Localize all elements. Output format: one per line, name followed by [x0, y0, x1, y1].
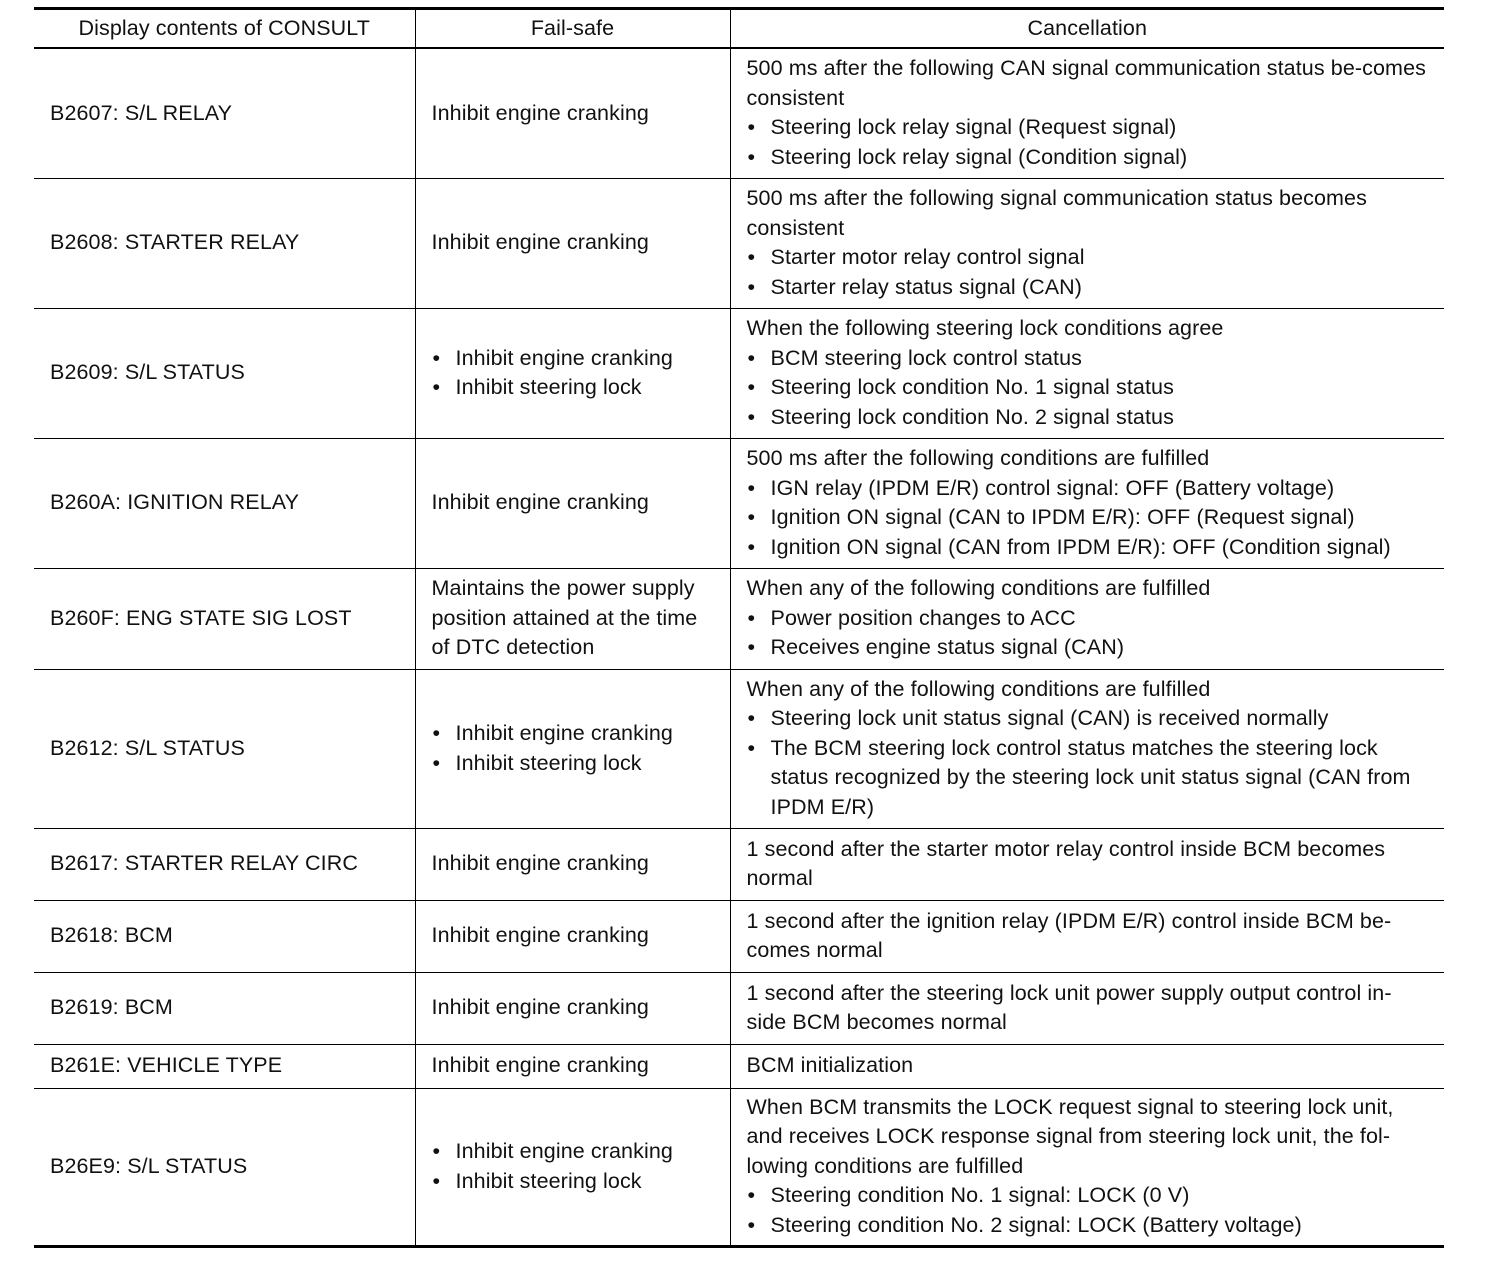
- table-row: [34, 568, 1444, 669]
- dtc-cell: B2619: BCM: [50, 995, 173, 1020]
- fail-safe-text: Maintains the power supply position attained at the time of DTC detection: [431, 576, 698, 660]
- cancellation-cell: [730, 568, 1444, 669]
- cancellation-cell: [730, 972, 1444, 1044]
- dtc-cell: B260F: ENG STATE SIG LOST: [50, 605, 352, 630]
- cancellation-cell: [730, 1088, 1444, 1246]
- header-row: [34, 9, 1444, 49]
- cancellation-list: [747, 113, 1430, 172]
- cancellation-item: • BCM steering lock control status: [747, 344, 1430, 374]
- cancellation-lead: When any of the following conditions are fulfilled: [746, 576, 1211, 601]
- cancellation-item: • Ignition ON signal (CAN from IPDM E/R): OFF (Condition signal): [747, 533, 1430, 563]
- cancellation-item: • Steering lock relay signal (Condition signal): [747, 143, 1430, 173]
- fail-safe-cell: [415, 438, 730, 568]
- fail-safe-cell: [415, 1044, 730, 1088]
- cancellation-list: [747, 1181, 1430, 1240]
- dtc-cell: B2609: S/L STATUS: [50, 360, 245, 385]
- dtc-cell: B260A: IGNITION RELAY: [50, 490, 300, 515]
- cancellation-cell: [730, 308, 1444, 438]
- fail-safe-item: • Inhibit steering lock: [432, 373, 715, 403]
- cancellation-item: • Steering condition No. 1 signal: LOCK (0 V): [747, 1181, 1430, 1211]
- table-row: [34, 828, 1444, 900]
- table-row: [34, 972, 1444, 1044]
- fail-safe-cell: [415, 972, 730, 1044]
- fail-safe-text: Inhibit engine cranking: [431, 1053, 649, 1078]
- table-row: [34, 438, 1444, 568]
- table-body: [34, 48, 1444, 1246]
- fail-safe-text: Inhibit engine cranking: [431, 100, 649, 125]
- dtc-cell: B2608: STARTER RELAY: [50, 230, 300, 255]
- cancellation-item: • IGN relay (IPDM E/R) control signal: OFF (Battery voltage): [747, 474, 1430, 504]
- fail-safe-list: [432, 719, 715, 778]
- fail-safe-text: Inhibit engine cranking: [431, 995, 649, 1020]
- cancellation-lead: 500 ms after the following signal communication status becomes consistent: [746, 186, 1367, 240]
- fail-safe-cell: [415, 178, 730, 308]
- dtc-cell: B2607: S/L RELAY: [50, 100, 233, 125]
- fail-safe-text: Inhibit engine cranking: [431, 230, 649, 255]
- cancellation-cell: [730, 438, 1444, 568]
- table-row: [34, 1044, 1444, 1088]
- table-row: [34, 669, 1444, 828]
- cancellation-item: • Steering lock relay signal (Request signal): [747, 113, 1430, 143]
- fail-safe-cell: [415, 669, 730, 828]
- cancellation-cell: [730, 48, 1444, 178]
- cancellation-cell: [730, 1044, 1444, 1088]
- fail-safe-item: • Inhibit engine cranking: [432, 719, 715, 749]
- dtc-cell: B2617: STARTER RELAY CIRC: [50, 851, 358, 876]
- fail-safe-item: • Inhibit steering lock: [432, 749, 715, 779]
- fail-safe-text: Inhibit engine cranking: [431, 490, 649, 515]
- cancellation-list: [747, 604, 1430, 663]
- table-row: [34, 900, 1444, 972]
- cancellation-lead: 1 second after the starter motor relay control inside BCM becomes normal: [746, 836, 1386, 890]
- cancellation-list: [747, 474, 1430, 563]
- fail-safe-cell: [415, 568, 730, 669]
- cancellation-item: • Steering condition No. 2 signal: LOCK (Battery voltage): [747, 1211, 1430, 1241]
- table-row: [34, 1088, 1444, 1246]
- cancellation-lead: BCM initialization: [746, 1053, 914, 1078]
- cancellation-item: • The BCM steering lock control status matches the steering lock status recognized by the steering lock unit status signal (CAN from IPDM E/R): [747, 734, 1430, 823]
- dtc-cell: B26E9: S/L STATUS: [50, 1153, 248, 1178]
- fail-safe-cell: [415, 48, 730, 178]
- table-header: [34, 9, 1444, 49]
- cancellation-item: • Starter relay status signal (CAN): [747, 273, 1430, 303]
- fail-safe-item: • Inhibit engine cranking: [432, 1137, 715, 1167]
- fail-safe-table: [34, 7, 1444, 1248]
- cancellation-lead: When BCM transmits the LOCK request signal to steering lock unit, and receives LOCK response signal from steering lock unit, the fol-lowing conditions are fulfilled: [746, 1094, 1394, 1178]
- cancellation-cell: [730, 900, 1444, 972]
- table-row: [34, 48, 1444, 178]
- header-fail-safe: Fail-safe: [415, 9, 730, 49]
- cancellation-cell: [730, 178, 1444, 308]
- dtc-cell: B2618: BCM: [50, 923, 173, 948]
- dtc-cell: B2612: S/L STATUS: [50, 735, 245, 760]
- cancellation-item: • Starter motor relay control signal: [747, 243, 1430, 273]
- table-row: [34, 308, 1444, 438]
- cancellation-cell: [730, 669, 1444, 828]
- cancellation-cell: [730, 828, 1444, 900]
- fail-safe-item: • Inhibit engine cranking: [432, 344, 715, 374]
- fail-safe-item: • Inhibit steering lock: [432, 1167, 715, 1197]
- fail-safe-cell: [415, 308, 730, 438]
- cancellation-item: • Receives engine status signal (CAN): [747, 633, 1430, 663]
- header-display-contents: Display contents of CONSULT: [78, 15, 370, 40]
- fail-safe-text: Inhibit engine cranking: [431, 851, 649, 876]
- cancellation-item: • Steering lock condition No. 1 signal status: [747, 373, 1430, 403]
- cancellation-lead: When the following steering lock conditions agree: [746, 316, 1224, 340]
- fail-safe-text: Inhibit engine cranking: [431, 923, 649, 948]
- cancellation-list: [747, 243, 1430, 302]
- cancellation-list: [747, 704, 1430, 822]
- table-row: [34, 178, 1444, 308]
- fail-safe-cell: [415, 828, 730, 900]
- fail-safe-cell: [415, 1088, 730, 1246]
- cancellation-lead: 500 ms after the following conditions are fulfilled: [746, 446, 1210, 470]
- dtc-cell: B261E: VEHICLE TYPE: [50, 1053, 283, 1078]
- cancellation-lead: 500 ms after the following CAN signal communication status be-comes consistent: [746, 56, 1426, 110]
- cancellation-list: [747, 344, 1430, 433]
- fail-safe-cell: [415, 900, 730, 972]
- fail-safe-list: [432, 344, 715, 403]
- fail-safe-list: [432, 1137, 715, 1196]
- cancellation-lead: 1 second after the ignition relay (IPDM E/R) control inside BCM be-comes normal: [746, 908, 1392, 962]
- cancellation-item: • Steering lock condition No. 2 signal status: [747, 403, 1430, 433]
- header-cancellation: Cancellation: [730, 9, 1444, 49]
- cancellation-item: • Steering lock unit status signal (CAN) is received normally: [747, 704, 1430, 734]
- cancellation-item: • Power position changes to ACC: [747, 604, 1430, 634]
- cancellation-item: • Ignition ON signal (CAN to IPDM E/R): OFF (Request signal): [747, 503, 1430, 533]
- cancellation-lead: 1 second after the steering lock unit power supply output control in-side BCM becomes normal: [746, 980, 1392, 1034]
- cancellation-lead: When any of the following conditions are fulfilled: [746, 676, 1211, 701]
